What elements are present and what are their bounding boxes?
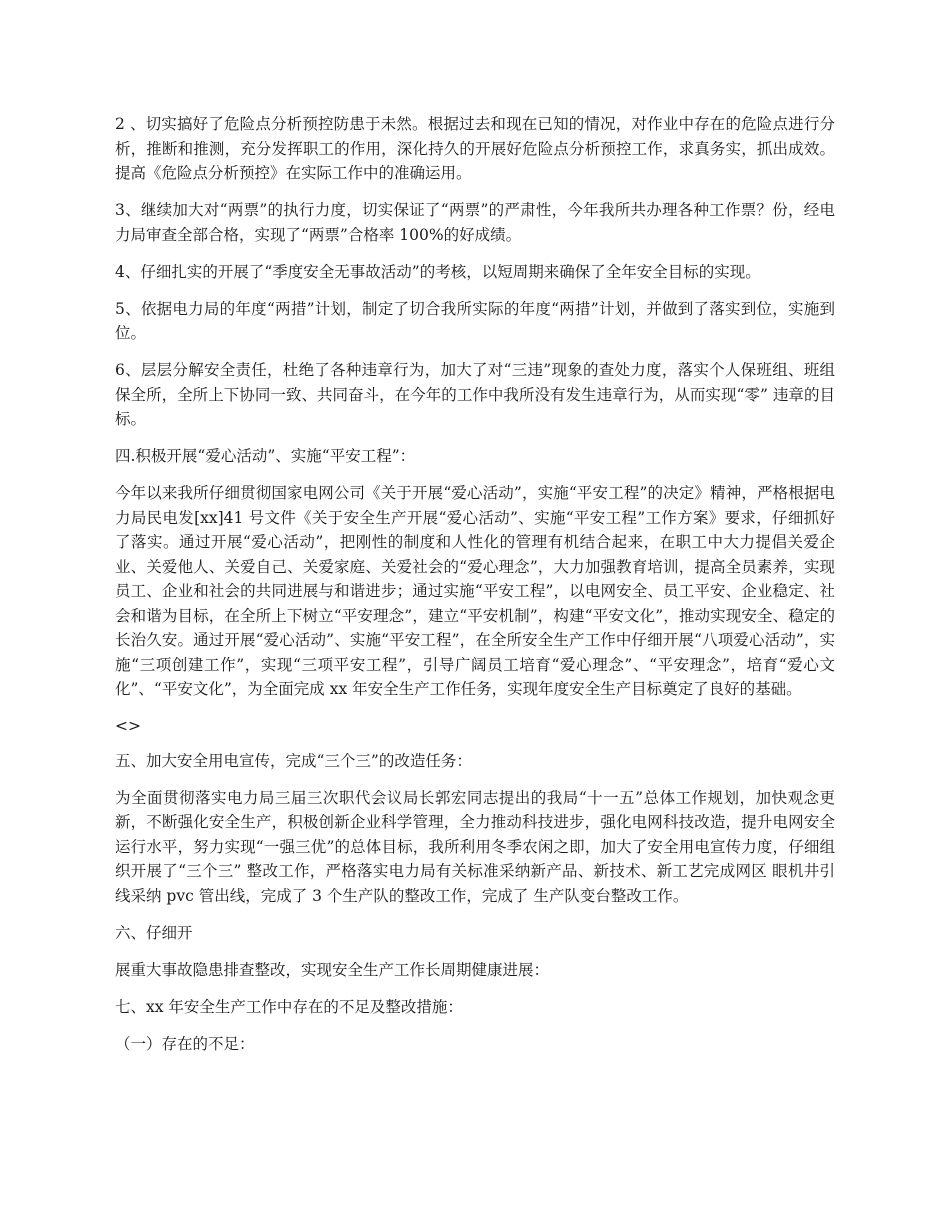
paragraph-hazard-inspection: 展重大事故隐患排查整改，实现安全生产工作长周期健康进展： [115,960,550,979]
paragraph-quarterly-safety: 4、仔细扎实的开展了“季度安全无事故活动”的考核，以短周期来确保了全年安全目标的实现。 [115,262,761,281]
section-heading-four: 四.积极开展“爱心活动”、实施“平安工程”： [115,447,416,465]
paragraph-electricity-publicity: 为全面贯彻落实电力局三届三次职代会议局长郭宏同志提出的我局“十一五”总体工作规划，加快观念更新，不断强化安全生产，积极创新企业科学管理，全力推动科技进步，强化电网科技改造，提升电网安全运行水平，努力实现“一强三优”的总体目标，我所利用冬季农闲之即，加大了安全用电宣传力度，仔细组织开展了“三个三” 整改工作，严格落实电力局有关标准采纳新产品、新技术、新工艺完成网区 眼机井引线采纳 pvc 管出线，完成了 3 个生产队的整改工作，完成了 生产队变台整改工作。 [115,788,835,905]
paragraph-love-activity: 今年以来我所仔细贯彻国家电网公司《关于开展“爱心活动”，实施“平安工程”的决定》精神，严格根据电力局民电发[xx]41 号文件《关于安全生产开展“爱心活动”、实施“平安工程”工作方案》要求，仔细抓好了落实。通过开展“爱心活动”，把刚性的制度和人性化的管理有机结合起来，在职工中大力提倡关爱企业、关爱他人、关爱自己、关爱家庭、关爱社会的“爱心理念”，大力加强教育培训，提高全员素养，实现员工、企业和社会的共同进展与和谐进步；通过实施“平安工程”，以电网安全、员工平安、企业稳定、社会和谐为目标，在全所上下树立“平安理念”，建立“平安机制”，构建“平安文化”，推动实现安全、稳定的长治久安。通过开展“爱心活动”、实施“平安工程”，在全所安全生产工作中仔细开展“八项爱心活动”，实施“三项创建工作”，实现“三项平安工程”，引导广阔员工培育“爱心理念”、“平安理念”，培育“爱心文化”、“平安文化”，为全面完成 xx 年安全生产工作任务，实现年度安全生产目标奠定了良好的基础。 [115,484,835,698]
paragraph-two-tickets: 3、继续加大对“两票”的执行力度，切实保证了“两票”的严肃性，今年我所共办理各种工作票？份，经电力局审查全部合格，实现了“两票”合格率 100%的好成绩。 [115,201,835,244]
paragraph-safety-responsibility: 6、层层分解安全责任，杜绝了各种违章行为，加大了对“三违”现象的查处力度，落实个人保班组、班组保全所，全所上下协同一致、共同奋斗，在今年的工作中我所没有发生违章行为，从而实现“零” 违章的目标。 [115,361,835,428]
section-heading-six: 六、仔细开 [115,923,193,942]
paragraph-two-measures: 5、依据电力局的年度“两措”计划，制定了切合我所实际的年度“两措”计划，并做到了落实到位，实施到位。 [115,299,835,342]
subsection-heading-shortcomings: （一）存在的不足： [115,1034,255,1053]
section-heading-seven: 七、xx 年安全生产工作中存在的不足及整改措施： [115,997,463,1016]
section-heading-five: 五、加大安全用电宣传，完成“三个三”的改造任务： [115,751,472,770]
document-page [115,112,835,1069]
paragraph-marker: <> [115,717,141,735]
paragraph-danger-point-control: 2 、切实搞好了危险点分析预控防患于未然。根据过去和现在已知的情况，对作业中存在的危险点进行分析，推断和推测，充分发挥职工的作用，深化持久的开展好危险点分析预控工作，求真务实，抓出成效。提高《危险点分析预控》在实际工作中的准确运用。 [115,115,835,182]
